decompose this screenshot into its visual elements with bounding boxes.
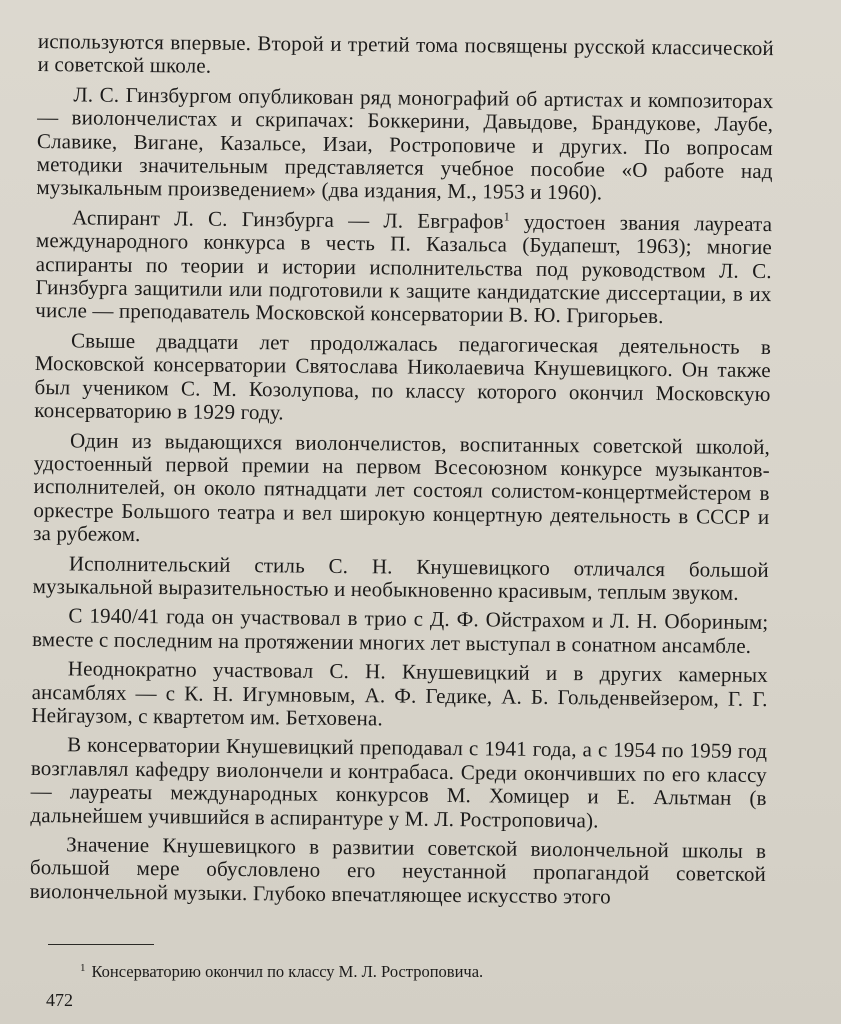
- body-text: [30, 30, 774, 910]
- paragraph-ginzburg-monographs: Л. С. Гинзбургом опубликован ряд монографий об артистах и композиторах — виолончелистах и скрипачах: Боккерини, Давыдове, Брандукове, Лаубе, Славике, Вигане, Казальсе, Изаи, Ростроповиче и других. По вопросам методики значительным представляется учебное пособие «О работе над музыкальным произведением» (два издания, М., 1953 и 1960).: [36, 82, 774, 205]
- footnote-divider: [48, 944, 154, 945]
- evgrafov-lead: Аспирант Л. С. Гинзбурга — Л. Евграфов: [72, 205, 504, 234]
- paragraph-evgrafov: [35, 206, 772, 330]
- page-number: 472: [46, 990, 73, 1010]
- paragraph-trio: С 1940/41 года он участвовал в трио с Д. Ф. Ойстрахом и Л. Н. Обориным; вместе с последним на протяжении многих лет выступал в сонатном ансамбле.: [32, 603, 769, 658]
- footnote-mark: 1: [80, 962, 86, 974]
- footnote: [80, 958, 780, 982]
- paragraph-continuation: используются впервые. Второй и третий тома посвящены русской классической и советской школе.: [37, 29, 774, 79]
- paragraph-performing-style: Исполнительский стиль С. Н. Кнушевицкого отличался большой музыкальной выразительностью и необыкновенно красивым, теплым звуком.: [32, 550, 769, 605]
- paragraph-teaching: В консерватории Кнушевицкий преподавал с 1941 года, а с 1954 по 1959 год возглавлял кафедру виолончели и контрабаса. Среди окончивших по его классу — лауреаты международных конкурсов М. Хомицер и Е. Альтман (в дальнейшем учившийся в аспирантуре у М. Л. Ростроповича).: [30, 732, 768, 833]
- paragraph-knushevitsky-intro: Свыше двадцати лет продолжалась педагогическая деятельность в Московской консерватории Святослава Николаевича Кнушевицкого. Он также был учеником С. М. Козолупова, по классу которого окончил Московскую консерваторию в 1929 году.: [34, 328, 772, 425]
- footnote-text: Консерваторию окончил по классу М. Л. Ростроповича.: [91, 962, 484, 981]
- evgrafov-rest: удостоен звания лауреата международного конкурса в честь П. Казальса (Будапешт, 1963); многие аспиранты по теории и истории исполнительства под руководством Л. С. Гинзбурга защитили или подготовили к защите кандидатские диссертации, в их числе — преподаватель Московской консерватории В. Ю. Григорьев.: [35, 209, 773, 329]
- paragraph-outstanding-cellist: Один из выдающихся виолончелистов, воспитанных советской школой, удостоенный первой премии на первом Всесоюзном конкурсе музыкантов-исполнителей, он около пятнадцати лет состоял солистом-концертмейстером в оркестре Большого театра и вел широкую концертную деятельность в СССР и за рубежом.: [33, 427, 771, 547]
- paragraph-significance: Значение Кнушевицкого в развитии советской виолончельной школы в большой мере обусловлено его неустанной пропагандой советской виолончельной музыки. Глубоко впечатляющее искусство этого: [29, 832, 767, 909]
- paragraph-chamber-ensembles: Неоднократно участвовал С. Н. Кнушевицкий и в других камерных ансамблях — с К. Н. Игумновым, А. Ф. Гедике, А. Б. Гольденвейзером, Г. Г. Нейгаузом, с квартетом им. Бетховена.: [31, 656, 768, 731]
- footnote-reference: 1: [503, 209, 511, 224]
